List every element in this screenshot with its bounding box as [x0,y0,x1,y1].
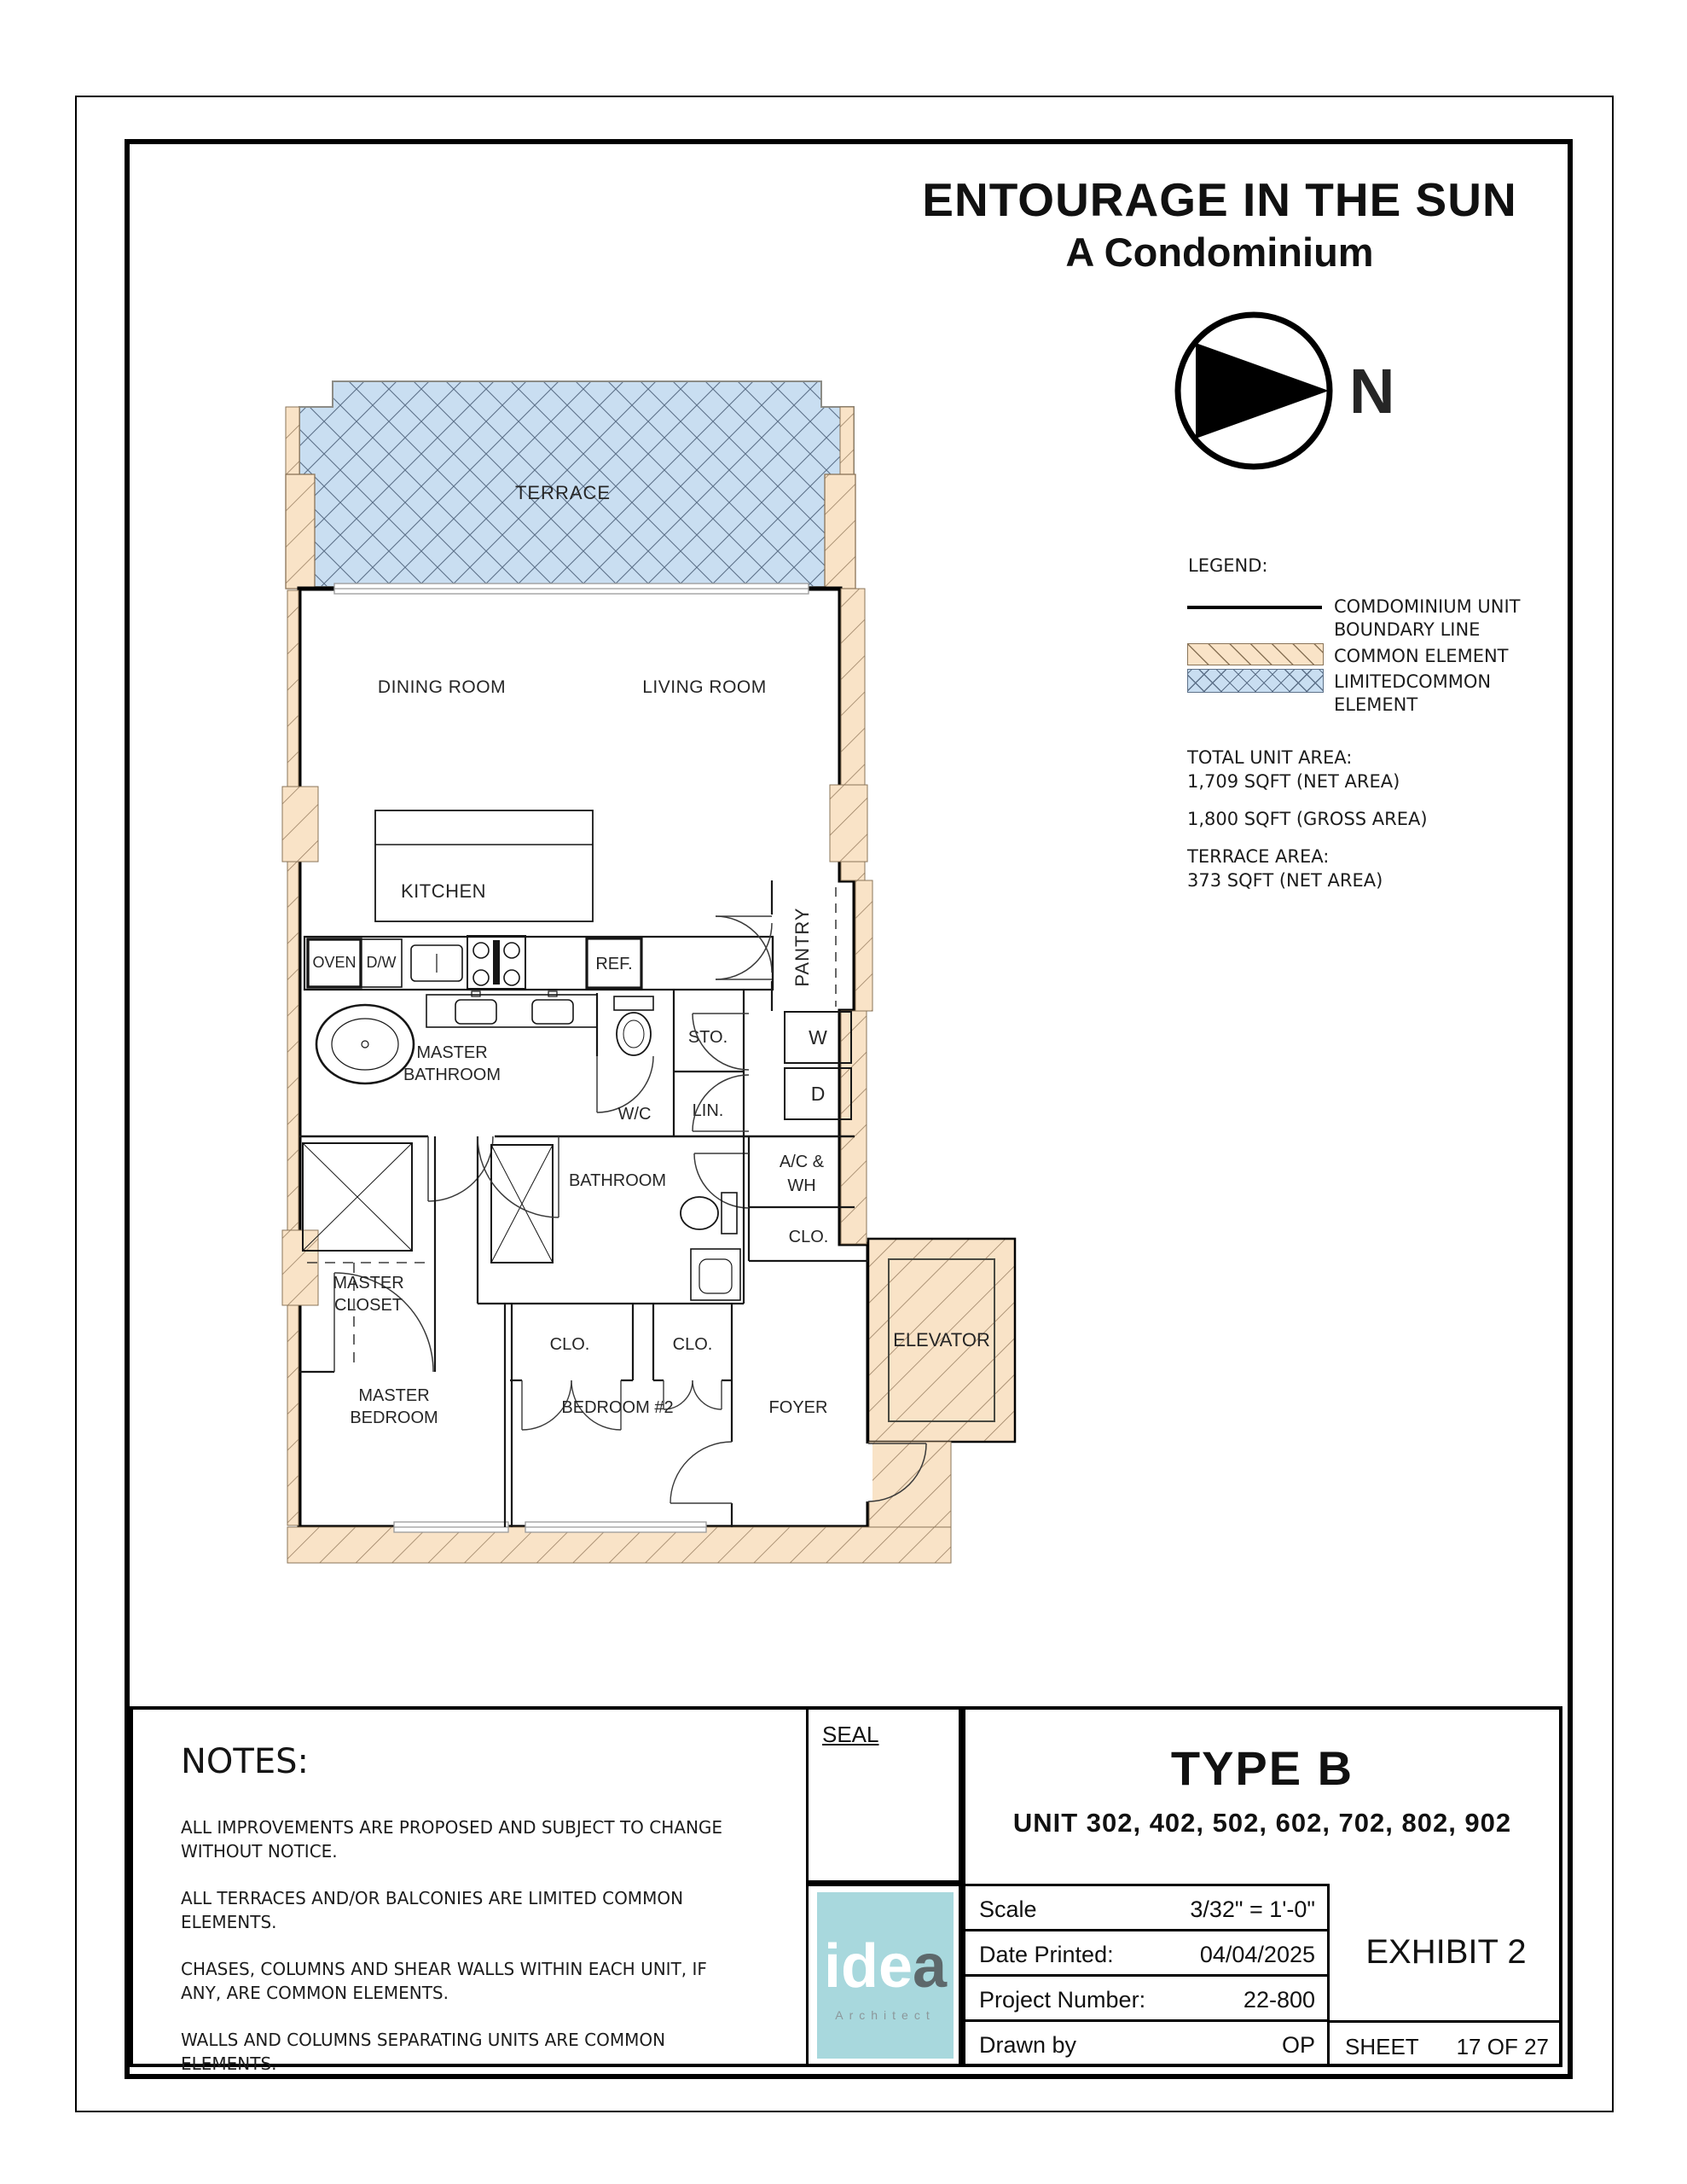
legend-heading: LEGEND: [1188,555,1268,576]
room-label-pantry: PANTRY [791,907,813,987]
gross-area-value: 1,800 SQFT (GROSS AREA) [1187,809,1428,829]
legend-boundary-line1: COMDOMINIUM UNIT [1334,596,1521,617]
legend-limited-label [1334,671,1491,717]
note-item: CHASES, COLUMNS AND SHEAR WALLS WITHIN EACH UNIT, IF ANY, ARE COMMON ELEMENTS. [181,1959,707,2003]
room-label-wc: W/C [617,1105,652,1124]
legend-boundary-line2: BOUNDARY LINE [1334,619,1481,640]
north-arrow [1172,307,1436,478]
room-label-bedroom2: BEDROOM #2 [561,1398,674,1417]
project-number-row [965,1974,1327,2019]
scale-value: 3/32" = 1'-0" [1190,1896,1315,1922]
drawn-by-row [965,2019,1327,2067]
scale-label: Scale [979,1896,1037,1922]
terrace-area-heading: TERRACE AREA: [1187,846,1330,867]
room-label-master-closet-2: CLOSET [333,1296,403,1315]
room-label-bathroom2: BATHROOM [568,1171,667,1190]
notes-box [130,1706,809,2074]
logo-wordmark [817,1932,954,2001]
project-number-label: Project Number: [979,1987,1146,2013]
room-label-ac-1: A/C & [779,1153,825,1171]
logo-ide: ide [823,1932,913,2001]
legend-boundary-label [1334,595,1521,642]
room-label-elevator: ELEVATOR [893,1329,990,1350]
terrace-pier-right [825,474,855,589]
titleblock-heading [962,1740,1562,1838]
unit-numbers-label: UNIT 302, 402, 502, 602, 702, 802, 902 [1012,1808,1512,1838]
legend-limited-line2: ELEMENT [1334,694,1418,715]
room-label-master-bathroom-1: MASTER [416,1043,488,1062]
project-title [887,173,1552,279]
project-title-line1: ENTOURAGE IN THE SUN [922,173,1517,226]
column-left-upper [282,787,318,862]
logo-subtitle: Architect [835,2008,936,2022]
sheet-row [1330,2020,1562,2067]
legend-common-label: COMMON ELEMENT [1334,646,1509,666]
note-item: WALLS AND COLUMNS SEPARATING UNITS ARE COMMON ELEMENTS. [181,2030,666,2074]
legend-boundary-swatch [1187,606,1322,609]
note-item: ALL IMPROVEMENTS ARE PROPOSED AND SUBJECT TO CHANGE WITHOUT NOTICE. [181,1817,723,1862]
scale-row [965,1884,1327,1929]
room-label-master-bathroom-2: BATHROOM [403,1066,501,1084]
column-left-lower [282,1230,318,1305]
seal-label: SEAL [822,1722,879,1747]
room-label-master-bedroom-1: MASTER [358,1386,430,1405]
project-number-value: 22-800 [1243,1987,1315,2013]
notes-heading: NOTES: [181,1742,309,1781]
label-ref: REF. [595,955,633,973]
date-row [965,1929,1327,1974]
date-printed-value: 04/04/2025 [1199,1942,1315,1967]
legend-limited-line1: LIMITEDCOMMON [1334,671,1492,692]
exhibit-label: EXHIBIT 2 [1365,1932,1527,1971]
logo-a: a [912,1932,948,2001]
net-area-value: 1,709 SQFT (NET AREA) [1187,771,1400,792]
legend-common-swatch [1187,643,1324,665]
terrace-area-value: 373 SQFT (NET AREA) [1187,870,1383,891]
room-label-foyer: FOYER [768,1398,828,1417]
total-area-heading: TOTAL UNIT AREA: [1187,747,1353,768]
label-dryer: D [810,1083,826,1105]
room-label-clo-hall: CLO. [788,1228,829,1246]
floor-plan [273,363,1032,1574]
sheet-value: 17 OF 27 [1456,2034,1549,2059]
note-item: ALL TERRACES AND/OR BALCONIES ARE LIMITED COMMON ELEMENTS. [181,1888,684,1932]
date-printed-label: Date Printed: [979,1942,1114,1967]
north-label: N [1349,356,1395,427]
sheet-label: SHEET [1345,2034,1419,2059]
room-label-ac-2: WH [787,1176,816,1195]
terrace-pier-left [286,474,315,589]
drawn-by-value: OP [1281,2032,1315,2058]
room-label-master-closet-1: MASTER [333,1274,404,1292]
label-dw: D/W [366,954,397,971]
room-label-lin: LIN. [692,1101,724,1120]
seal-box [809,1706,962,1884]
architect-logo [817,1892,954,2059]
room-label-clo2: CLO. [672,1335,713,1354]
room-label-terrace: TERRACE [514,482,612,503]
label-washer: W [809,1026,827,1048]
project-title-line2: A Condominium [1065,229,1374,275]
room-label-clo1: CLO. [549,1335,590,1354]
terrace-area [286,381,855,589]
room-label-master-bedroom-2: BEDROOM [350,1409,438,1427]
unit-type-label: TYPE B [1170,1741,1354,1795]
room-label-living: LIVING ROOM [642,677,767,697]
drawn-by-label: Drawn by [979,2032,1077,2058]
room-label-kitchen: KITCHEN [400,880,487,902]
room-label-dining: DINING ROOM [377,677,507,697]
label-oven: OVEN [312,954,357,971]
legend-limited-swatch [1187,669,1324,693]
room-label-sto: STO. [687,1028,728,1047]
column-right [830,785,867,862]
